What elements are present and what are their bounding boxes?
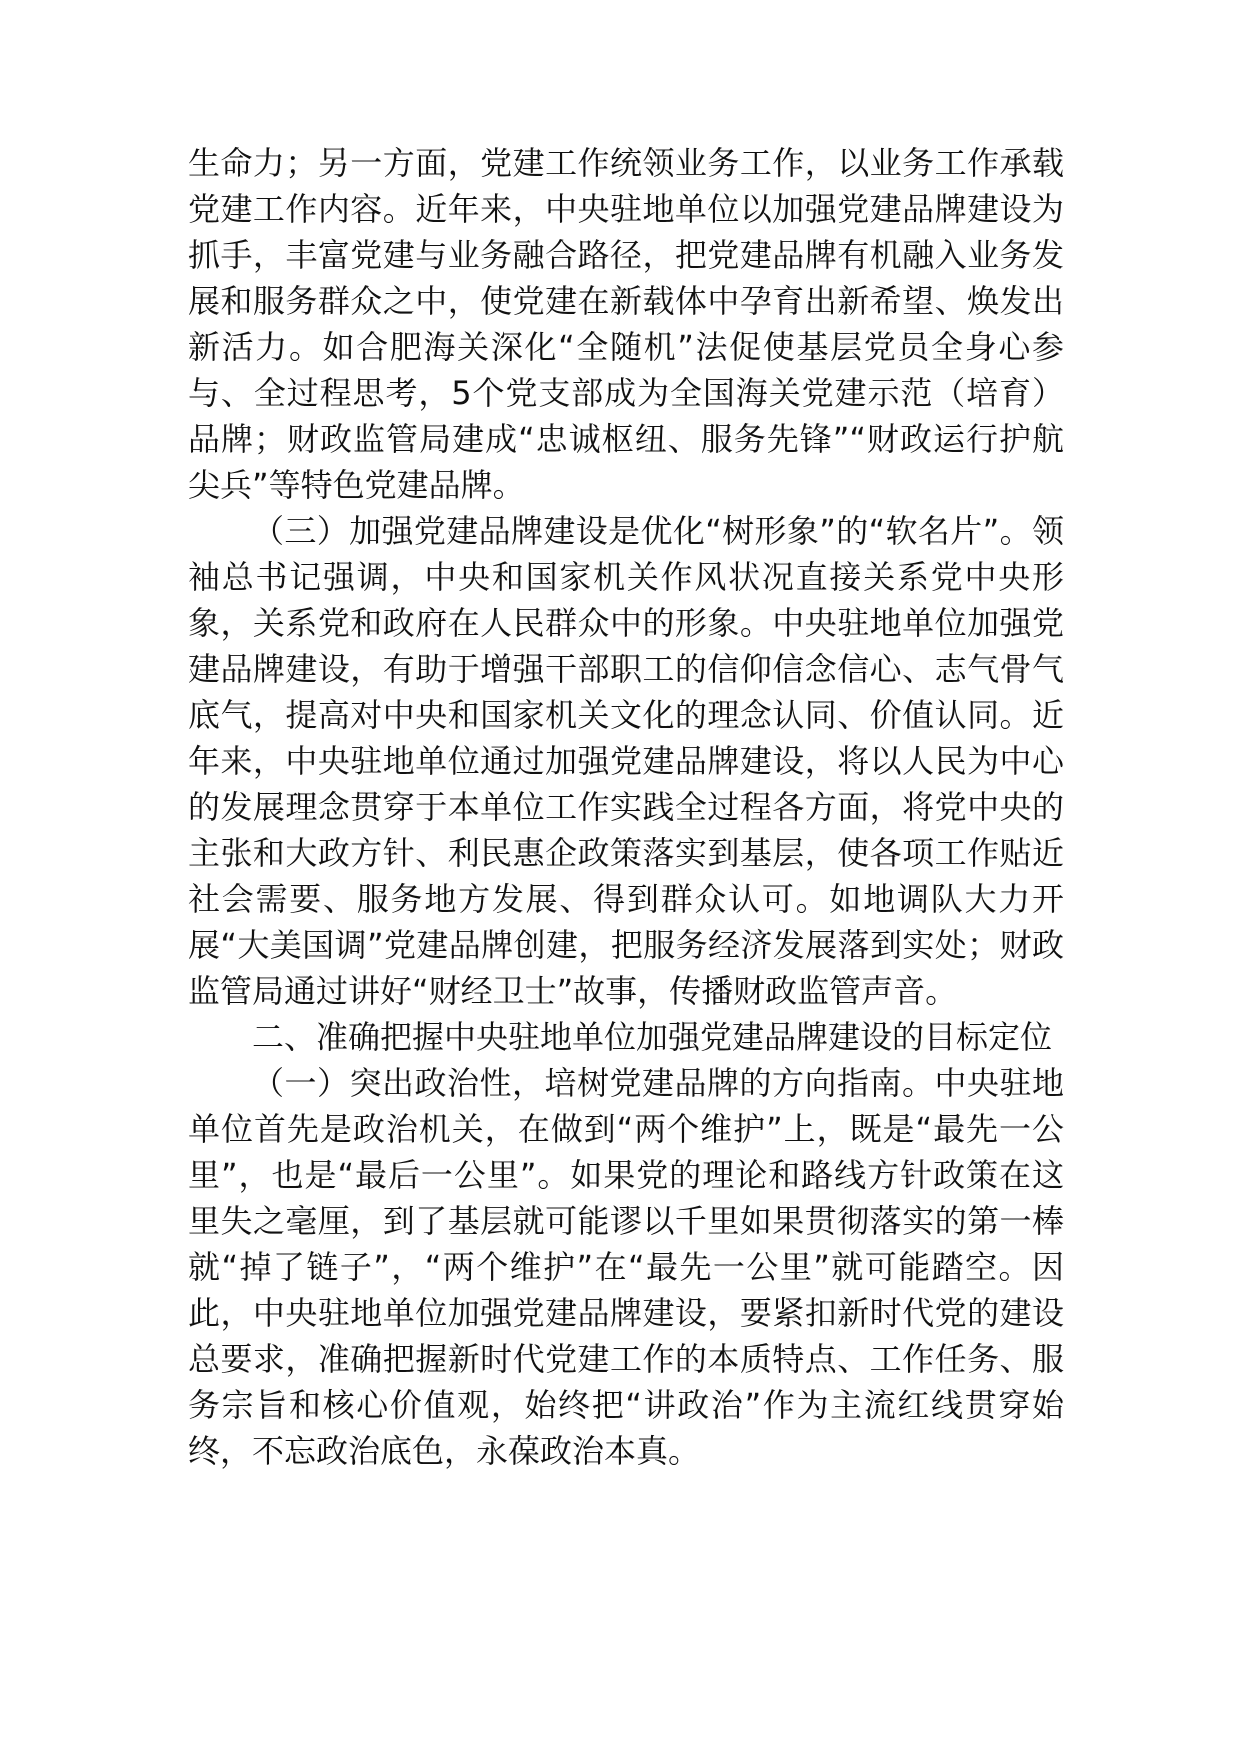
body-paragraph-2: （三）加强党建品牌建设是优化“树形象”的“软名片”。领袖总书记强调，中央和国家机关作风状况直接关系党中央形象，关系党和政府在人民群众中的形象。中央驻地单位加强党建品牌建设，有助于增强干部职工的信仰信念信心、志气骨气底气，提高对中央和国家机关文化的理念认同、价值认同。近年来，中央驻地单位通过加强党建品牌建设，将以人民为中心的发展理念贯穿于本单位工作实践全过程各方面，将党中央的主张和大政方针、利民惠企政策落实到基层，使各项工作贴近社会需要、服务地方发展、得到群众认可。如地调队大力开展“大美国调”党建品牌创建，把服务经济发展落到实处；财政监管局通过讲好“财经卫士”故事，传播财政监管声音。 bbox=[188, 512, 1064, 1010]
document-page bbox=[188, 140, 1064, 1474]
body-paragraph-1: 生命力；另一方面，党建工作统领业务工作，以业务工作承载党建工作内容。近年来，中央驻地单位以加强党建品牌建设为抓手，丰富党建与业务融合路径，把党建品牌有机融入业务发展和服务群众之中，使党建在新载体中孕育出新希望、焕发出新活力。如合肥海关深化“全随机”法促使基层党员全身心参与、全过程思考，5个党支部成为全国海关党建示范（培育）品牌；财政监管局建成“忠诚枢纽、服务先锋”“财政运行护航尖兵”等特色党建品牌。 bbox=[188, 144, 1064, 504]
body-paragraph-4: （一）突出政治性，培树党建品牌的方向指南。中央驻地单位首先是政治机关，在做到“两个维护”上，既是“最先一公里”，也是“最后一公里”。如果党的理论和路线方针政策在这里失之毫厘，到了基层就可能谬以千里如果贯彻落实的第一棒就“掉了链子”，“两个维护”在“最先一公里”就可能踏空。因此，中央驻地单位加强党建品牌建设，要紧扣新时代党的建设总要求，准确把握新时代党建工作的本质特点、工作任务、服务宗旨和核心价值观，始终把“讲政治”作为主流红线贯穿始终，不忘政治底色，永葆政治本真。 bbox=[188, 1064, 1064, 1470]
section-heading-2: 二、准确把握中央驻地单位加强党建品牌建设的目标定位 bbox=[252, 1018, 1053, 1056]
